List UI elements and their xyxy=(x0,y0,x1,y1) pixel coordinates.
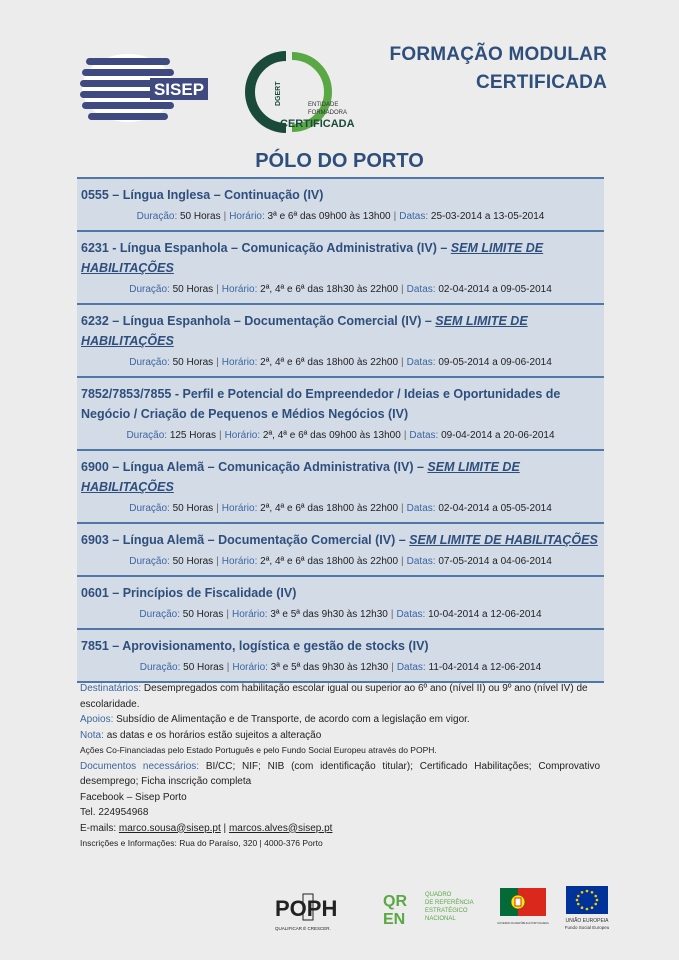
course-title: 7852/7853/7855 - Perfil e Potencial do Empreendedor / Ideias e Oportunidades de Negócio / Criação de Pequenos e Médios Negócios (IV) xyxy=(81,387,561,421)
course-details: Duração: 50 Horas | Horário: 2ª, 4ª e 6ª das 18h00 às 22h00 | Datas: 07-05-2014 a 04-06-2014 xyxy=(129,556,552,567)
apoios: Apoios: Subsídio de Alimentação e de Transporte, de acordo com a legislação em vigor. xyxy=(80,714,470,725)
course-item xyxy=(77,303,604,376)
course-title: 0601 – Princípios de Fiscalidade (IV) xyxy=(81,586,297,600)
course-item xyxy=(77,575,604,628)
course-details: Duração: 50 Horas | Horário: 2ª, 4ª e 6ª das 18h00 às 22h00 | Datas: 02-04-2014 a 05-05-2014 xyxy=(129,503,552,514)
eu-line-1: UNIÃO EUROPEIA xyxy=(565,918,609,924)
sisep-logo-text: SISEP xyxy=(153,80,205,99)
course-details: Duração: 50 Horas | Horário: 3ª e 6ª das 09h00 às 13h00 | Datas: 25-03-2014 a 13-05-2014 xyxy=(136,211,545,222)
title-line-2: CERTIFICADA xyxy=(476,72,607,93)
course-item xyxy=(77,449,604,522)
course-title: 6232 – Língua Espanhola – Documentação Comercial (IV) – SEM LIMITE DE HABILITAÇÕES xyxy=(81,314,528,348)
qren-line-1: QUADRO xyxy=(425,892,452,898)
documentos: Documentos necessários: BI/CC; NIF; NIB (com identificação titular); Certificado Habilitações; Comprovativo desemprego; Ficha inscrição completa xyxy=(80,760,601,787)
sisep-logo xyxy=(80,52,210,124)
course-item xyxy=(77,628,604,683)
course-details: Duração: 50 Horas | Horário: 2ª, 4ª e 6ª das 18h00 às 22h00 | Datas: 09-05-2014 a 09-06-2014 xyxy=(129,357,552,368)
eu-line-2: Fundo Social Europeu xyxy=(564,925,610,930)
inscricoes: Inscrições e Informações: Rua do Paraíso, 320 | 4000-376 Porto xyxy=(80,838,323,848)
funding-logos xyxy=(0,880,679,940)
portugal-flag-logo xyxy=(497,888,549,928)
svg-text:EN: EN xyxy=(383,911,406,928)
svg-text:QR: QR xyxy=(383,893,407,910)
poph-text: POPH xyxy=(275,896,338,921)
telephone: Tel. 224954968 xyxy=(80,807,149,818)
course-details: Duração: 50 Horas | Horário: 3ª e 5ª das 9h30 às 12h30 | Datas: 10-04-2014 a 12-06-2014 xyxy=(139,609,542,620)
course-title: 6231 - Língua Espanhola – Comunicação Administrativa (IV) – SEM LIMITE DE HABILITAÇÕES xyxy=(81,241,544,275)
destinatarios: Destinatários: Desempregados com habilitação escolar igual ou superior ao 6º ano (nível II) ou 9º ano (nível IV) de escolaridade. xyxy=(80,683,588,710)
course-item xyxy=(77,376,604,449)
qren-logo xyxy=(383,888,483,928)
course-item xyxy=(77,177,604,230)
course-item xyxy=(77,230,604,303)
nota: Nota: as datas e os horários estão sujeitos a alteração xyxy=(80,729,322,741)
dgert-entity: ENTIDADE xyxy=(308,102,339,108)
eu-flag-logo xyxy=(560,886,620,932)
dgert-formadora: FORMADORA xyxy=(308,110,347,116)
course-details: Duração: 125 Horas | Horário: 2ª, 4ª e 6ª das 09h00 às 13h00 | Datas: 09-04-2014 a 20-06-2014 xyxy=(126,430,555,441)
course-title: 6900 – Língua Alemã – Comunicação Administrativa (IV) – SEM LIMITE DE HABILITAÇÕES xyxy=(81,460,520,494)
qren-line-4: NACIONAL xyxy=(425,916,456,922)
dgert-cert: CERTIFICADA xyxy=(280,118,355,130)
title-line-1: FORMAÇÃO MODULAR xyxy=(389,44,607,65)
header xyxy=(0,0,679,140)
pt-caption: GOVERNO DA REPÚBLICA PORTUGUESA xyxy=(497,922,549,925)
no-limit-badge: SEM LIMITE DE HABILITAÇÕES xyxy=(81,241,544,275)
poph-sub: QUALIFICAR É CRESCER. xyxy=(275,926,331,931)
course-details: Duração: 50 Horas | Horário: 2ª, 4ª e 6ª das 18h30 às 22h00 | Datas: 02-04-2014 a 09-05-2014 xyxy=(129,284,552,295)
cofinanciadas: Ações Co-Financiadas pelo Estado Português e pelo Fundo Social Europeu através do POPH. xyxy=(80,745,437,755)
course-title: 0555 – Língua Inglesa – Continuação (IV) xyxy=(81,188,324,202)
course-title: 6903 – Língua Alemã – Documentação Comercial (IV) – SEM LIMITE DE HABILITAÇÕES xyxy=(81,533,598,547)
qren-line-2: DE REFERÊNCIA xyxy=(425,900,474,906)
no-limit-badge: SEM LIMITE DE HABILITAÇÕES xyxy=(81,460,520,494)
footer-info xyxy=(80,681,600,852)
dgert-certification-logo xyxy=(240,48,355,132)
course-details: Duração: 50 Horas | Horário: 3ª e 5ª das 9h30 às 12h30 | Datas: 11-04-2014 a 12-06-2014 xyxy=(139,662,542,673)
no-limit-badge: SEM LIMITE DE HABILITAÇÕES xyxy=(409,533,598,547)
email-link-1[interactable]: marco.sousa@sisep.pt xyxy=(118,822,221,834)
course-item xyxy=(77,522,604,575)
poph-logo xyxy=(273,888,361,934)
course-title: 7851 – Aprovisionamento, logística e gestão de stocks (IV) xyxy=(81,639,429,653)
emails: E-mails: marco.sousa@sisep.pt | marcos.alves@sisep.pt xyxy=(80,822,333,834)
email-link-2[interactable]: marcos.alves@sisep.pt xyxy=(228,822,333,834)
no-limit-badge: SEM LIMITE DE HABILITAÇÕES xyxy=(81,314,528,348)
page-title: PÓLO DO PORTO xyxy=(255,150,424,172)
qren-line-3: ESTRATÉGICO xyxy=(425,908,468,914)
course-list xyxy=(77,177,604,683)
facebook: Facebook – Sisep Porto xyxy=(80,791,187,803)
dgert-label: DGERT xyxy=(275,81,282,106)
